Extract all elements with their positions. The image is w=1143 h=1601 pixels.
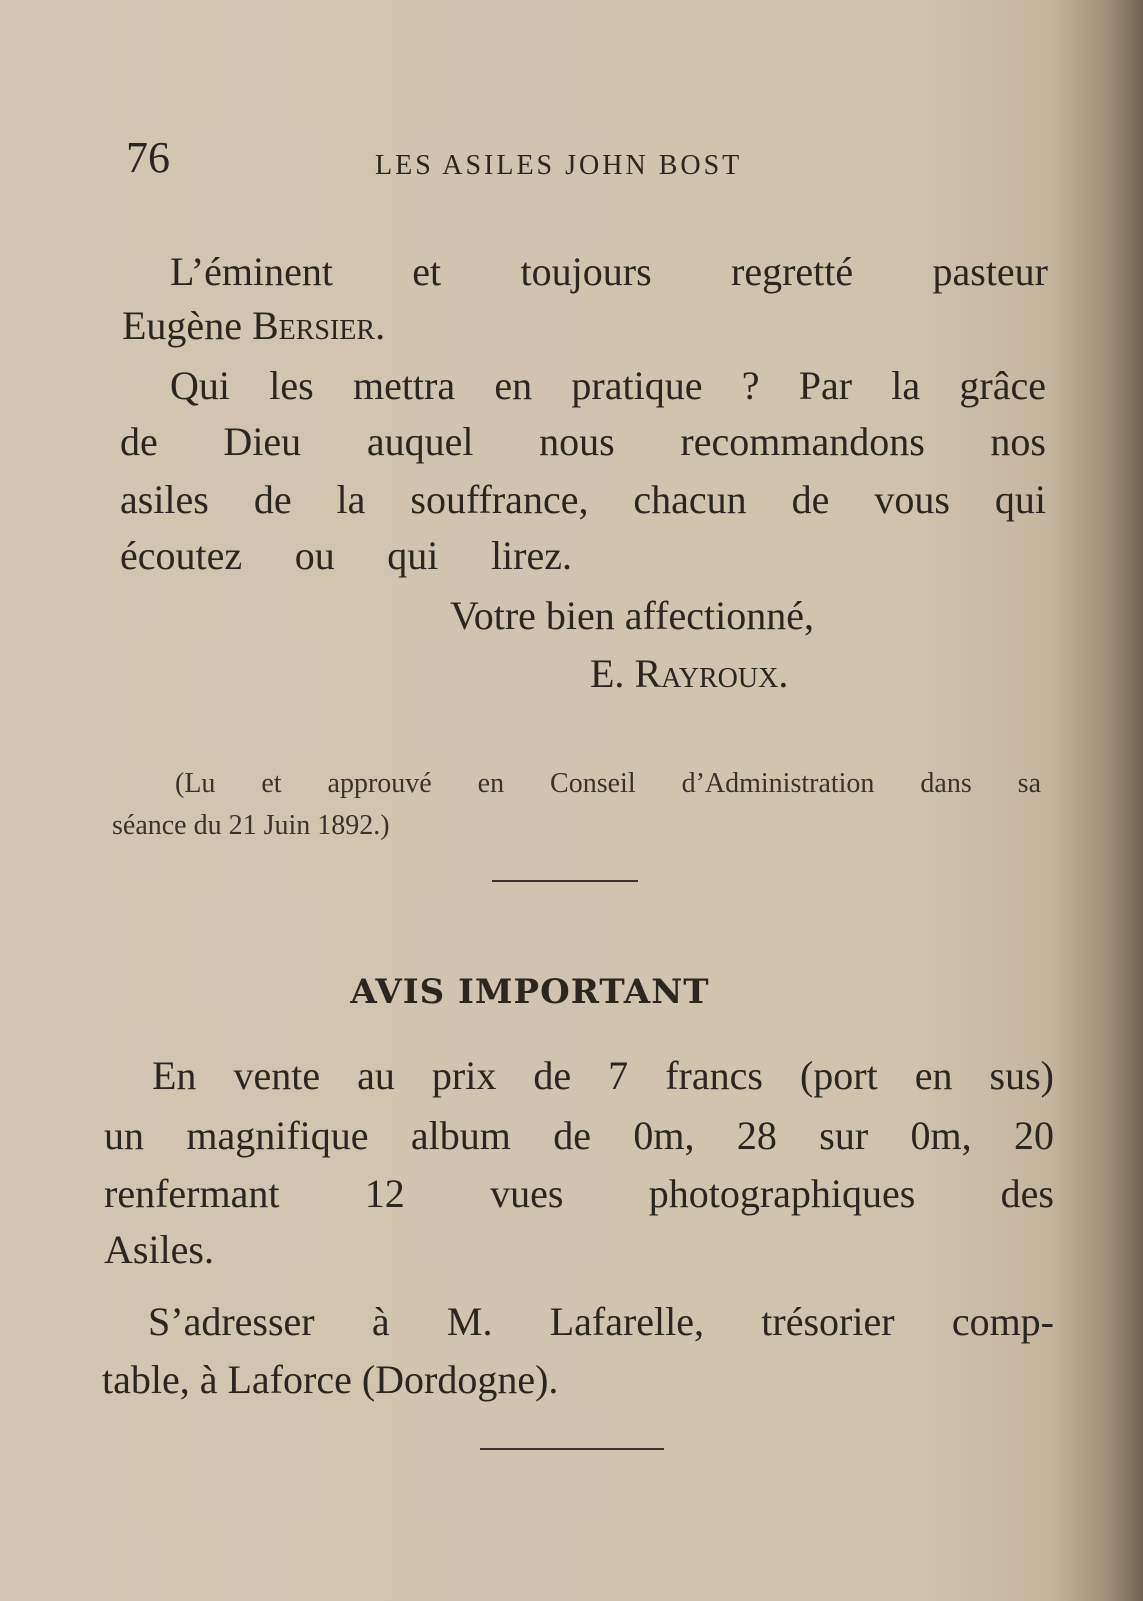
notice-heading: AVIS IMPORTANT xyxy=(350,972,710,1012)
notice-line: En vente au prix de 7 francs (port en sus) xyxy=(152,1053,1054,1098)
letter-line: Qui les mettra en pratique ? Par la grâce xyxy=(170,363,1046,408)
letter-line: L’éminent et toujours regretté pasteur xyxy=(170,249,1048,294)
approval-note-line: (Lu et approuvé en Conseil d’Administration dans sa xyxy=(175,768,1041,799)
letter-closing: Votre bien affectionné, xyxy=(450,593,814,638)
notice-line: renfermant 12 vues photographiques des xyxy=(104,1171,1054,1216)
notice-line: Asiles. xyxy=(104,1227,214,1272)
letter-line: asiles de la souffrance, chacun de vous qui xyxy=(120,477,1046,522)
notice-line: table, à Laforce (Dordogne). xyxy=(102,1357,559,1402)
letter-line: de Dieu auquel nous recommandons nos xyxy=(120,419,1046,464)
approval-note-line: séance du 21 Juin 1892.) xyxy=(112,810,390,841)
signature-suffix: . xyxy=(778,651,789,696)
separator-rule xyxy=(492,880,638,882)
signature-name: Rayroux xyxy=(634,651,779,696)
page-number: 76 xyxy=(126,133,170,182)
author-name: Bersier xyxy=(251,303,376,348)
letter-text: . xyxy=(375,303,386,348)
letter-line: écoutez ou qui lirez. xyxy=(120,533,572,578)
signature-initial: E. xyxy=(590,651,635,696)
notice-line: S’adresser à M. Lafarelle, trésorier comp- xyxy=(148,1299,1054,1344)
notice-line: un magnifique album de 0m, 28 sur 0m, 20 xyxy=(104,1113,1054,1158)
separator-rule xyxy=(480,1448,664,1450)
running-title: LES ASILES JOHN BOST xyxy=(375,150,743,181)
letter-signature xyxy=(590,650,788,697)
letter-line xyxy=(122,302,385,349)
letter-text: Eugène xyxy=(122,303,252,348)
